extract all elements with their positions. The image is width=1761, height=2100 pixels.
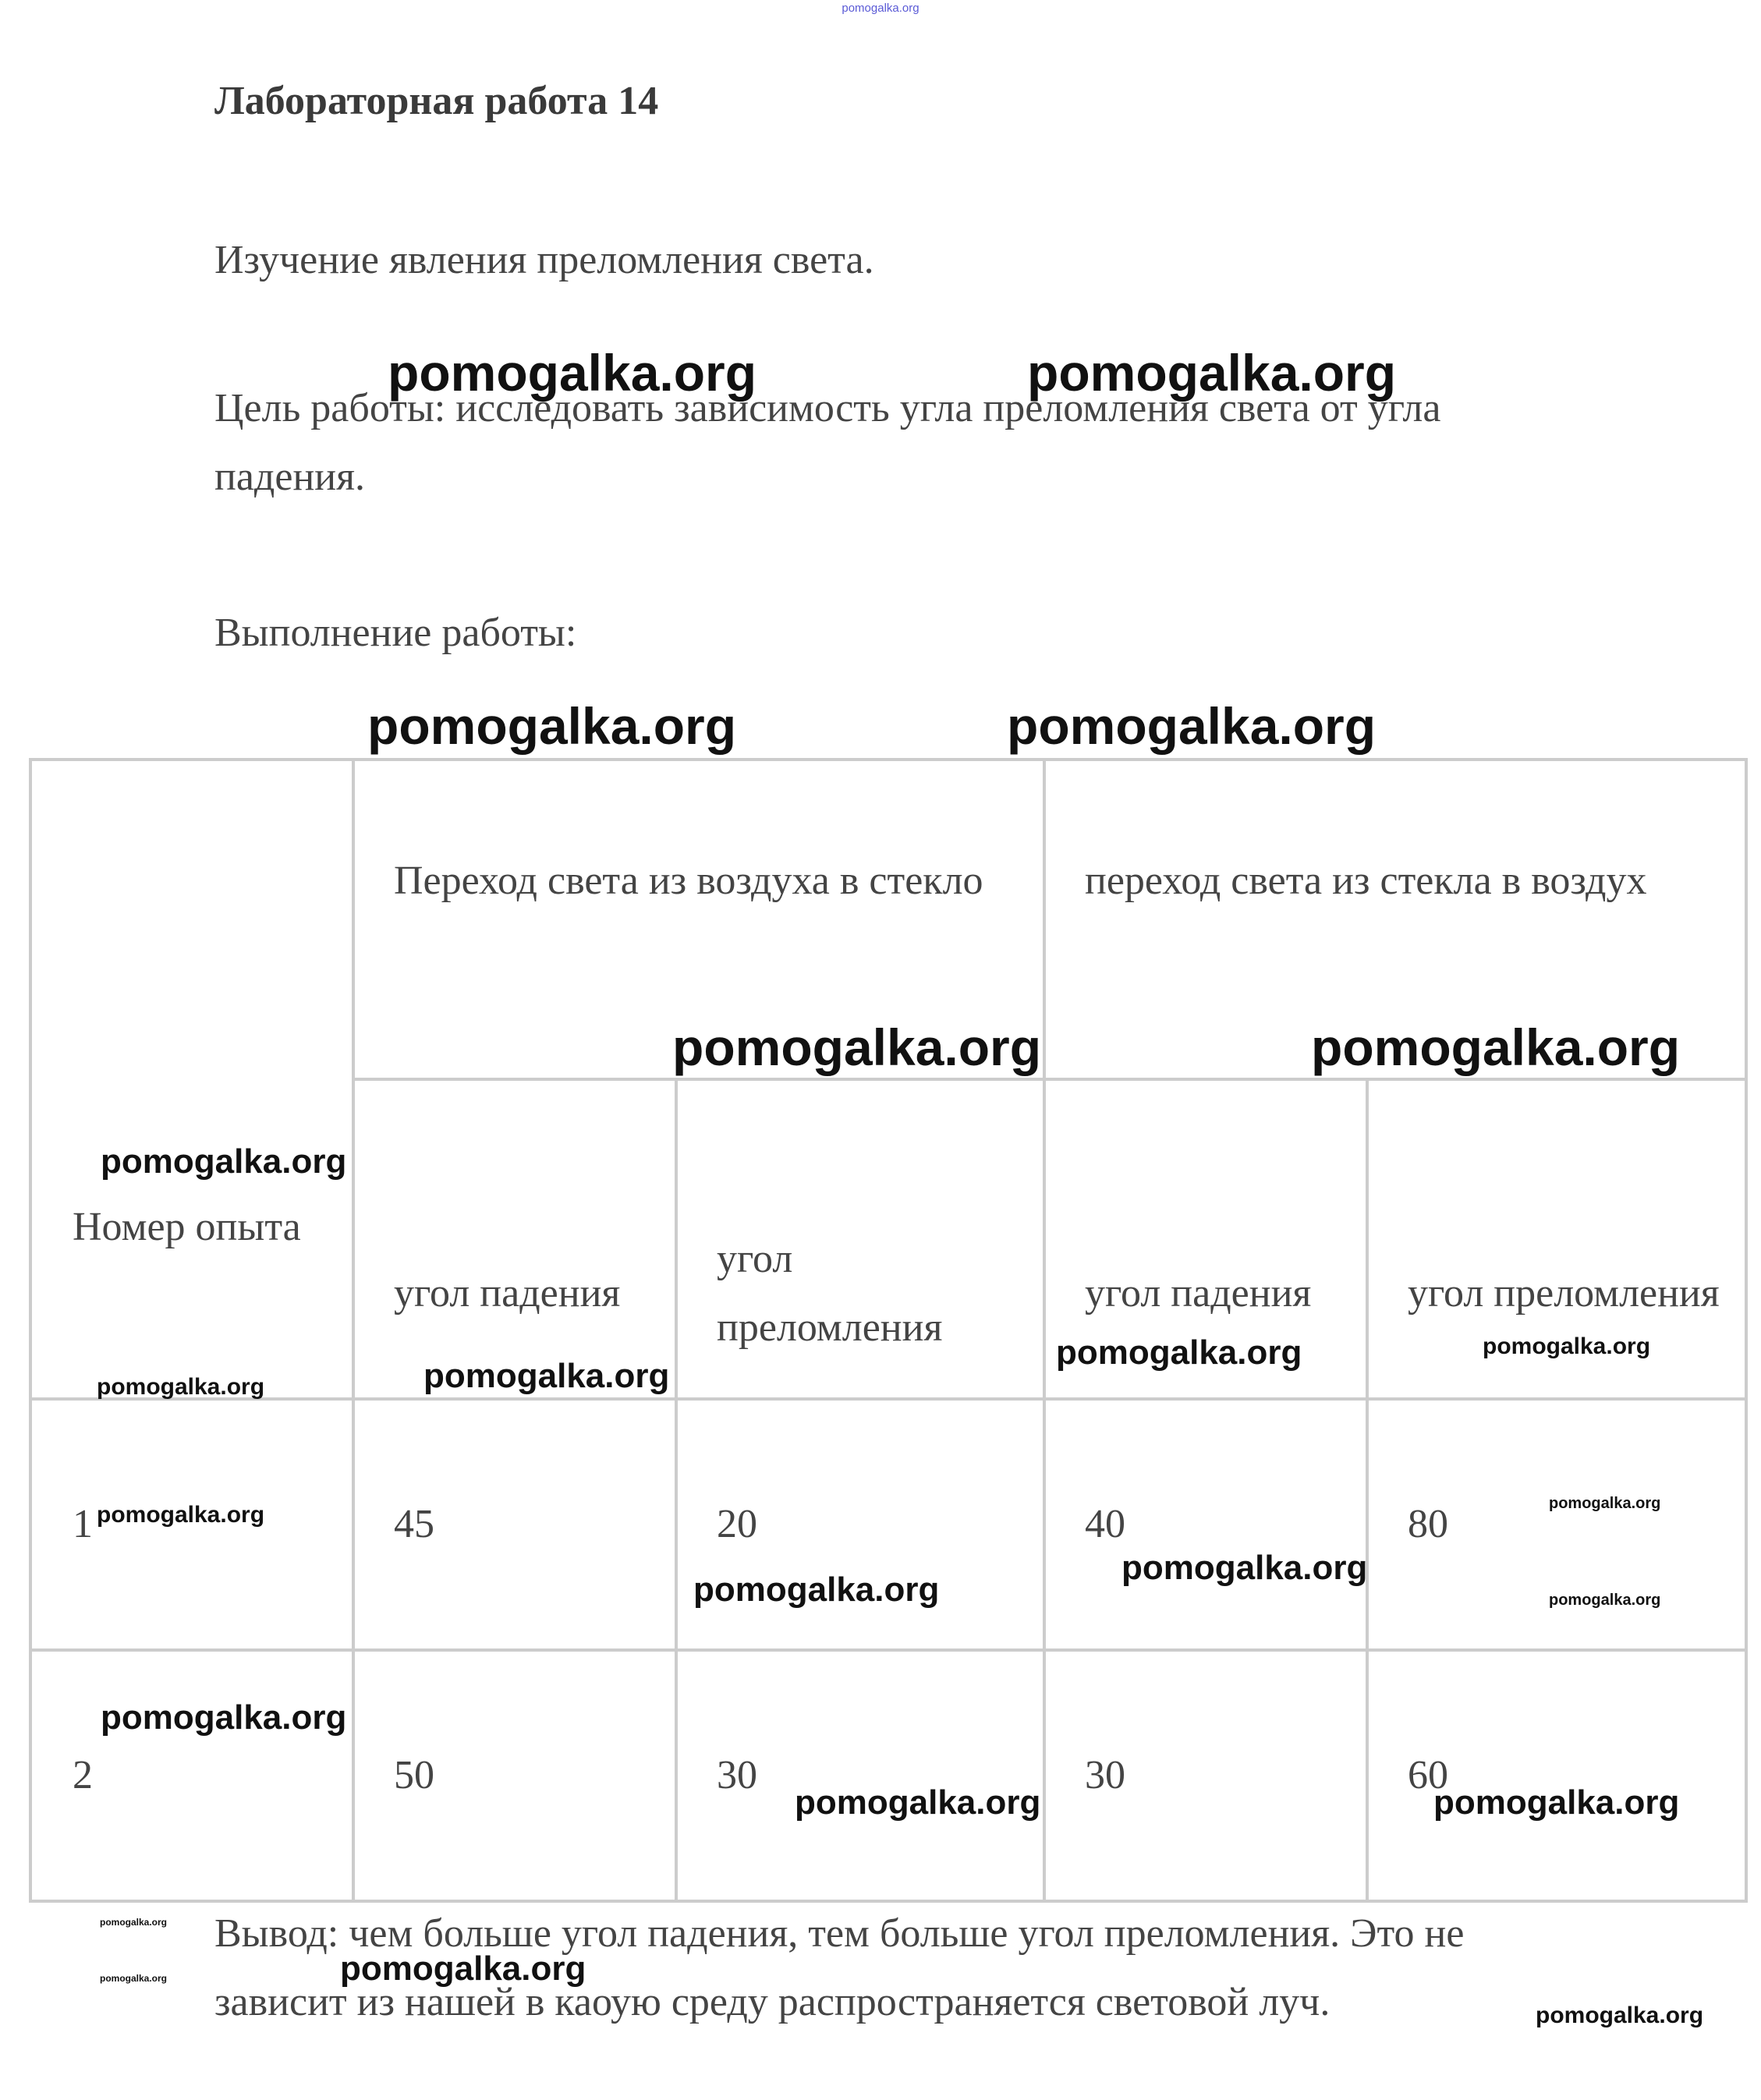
watermark-text: pomogalka.org — [1549, 1592, 1661, 1609]
watermark-text: pomogalka.org — [1027, 344, 1397, 402]
watermark-text: pomogalka.org — [1056, 1333, 1302, 1372]
watermark-text: pomogalka.org — [101, 1698, 347, 1737]
subheader-refraction-angle-1 — [676, 1079, 1044, 1399]
watermark-text: pomogalka.org — [388, 344, 757, 402]
cell-value: 20 — [717, 1502, 757, 1546]
table-row — [30, 1650, 1746, 1901]
table-cell — [676, 1399, 1044, 1650]
table-cell — [1367, 1650, 1746, 1901]
watermark-text: pomogalka.org — [340, 1949, 586, 1988]
watermark-text: pomogalka.org — [423, 1357, 670, 1395]
table-cell — [1044, 1399, 1367, 1650]
lab-goal: Цель работы: исследовать зависимость угла преломления света от угла падения. — [214, 386, 1441, 499]
table-cell — [676, 1650, 1044, 1901]
subheader-text: угол преломления — [717, 1237, 943, 1350]
cell-value: 60 — [1408, 1753, 1448, 1797]
table-cell — [1367, 1399, 1746, 1650]
subheader-text: угол падения — [1085, 1271, 1312, 1316]
experiment-number-header — [30, 760, 353, 1399]
cell-value: 50 — [394, 1753, 434, 1797]
watermark-text: pomogalka.org — [97, 1374, 265, 1400]
watermark-text: pomogalka.org — [672, 1018, 1042, 1076]
cell-value: 45 — [394, 1502, 434, 1546]
cell-value: 30 — [717, 1753, 757, 1797]
watermark-text: pomogalka.org — [1536, 2003, 1704, 2028]
page-title: Лабораторная работа 14 — [214, 79, 659, 123]
subheader-text: угол преломления — [1408, 1271, 1720, 1316]
table-cell — [353, 1650, 676, 1901]
watermark-text: pomogalka.org — [1433, 1783, 1680, 1822]
cell-value: 1 — [73, 1502, 93, 1546]
watermark-text: pomogalka.org — [1311, 1018, 1681, 1076]
group-header-air-to-glass-text: Переход света из воздуха в стекло — [394, 859, 983, 903]
execution-heading: Выполнение работы: — [214, 611, 577, 655]
table-cell — [353, 1399, 676, 1650]
table-row — [30, 1399, 1746, 1650]
watermark-text: pomogalka.org — [693, 1571, 940, 1609]
watermark-text: pomogalka.org — [1549, 1495, 1661, 1512]
watermark-text: pomogalka.org — [100, 1973, 168, 1984]
watermark-text: pomogalka.org — [100, 1917, 168, 1928]
group-header-glass-to-air-text: переход света из стекла в воздух — [1085, 859, 1647, 903]
subheader-incidence-angle-1 — [353, 1079, 676, 1399]
cell-value: 2 — [73, 1753, 93, 1797]
watermark-text: pomogalka.org — [97, 1502, 265, 1528]
cell-value: 80 — [1408, 1502, 1448, 1546]
watermark-text: pomogalka.org — [1007, 697, 1377, 755]
watermark-text: pomogalka.org — [367, 697, 737, 755]
conclusion-text: Вывод: чем больше угол падения, тем больше угол преломления. Это не зависит из нашей в каоую среду распространяется световой луч. — [214, 1911, 1465, 2024]
cell-value: 40 — [1085, 1502, 1125, 1546]
experiment-number-header-text: Номер опыта — [73, 1205, 301, 1249]
watermark-text: pomogalka.org — [1483, 1333, 1651, 1359]
top-site-watermark: pomogalka.org — [842, 2, 919, 15]
watermark-text: pomogalka.org — [101, 1142, 347, 1181]
subheader-text: угол падения — [394, 1271, 621, 1316]
table-cell — [1044, 1650, 1367, 1901]
cell-value: 30 — [1085, 1753, 1125, 1797]
watermark-text: pomogalka.org — [795, 1783, 1041, 1822]
lab-subject: Изучение явления преломления света. — [214, 238, 874, 282]
watermark-text: pomogalka.org — [1121, 1549, 1368, 1587]
table-cell-number — [30, 1650, 353, 1901]
